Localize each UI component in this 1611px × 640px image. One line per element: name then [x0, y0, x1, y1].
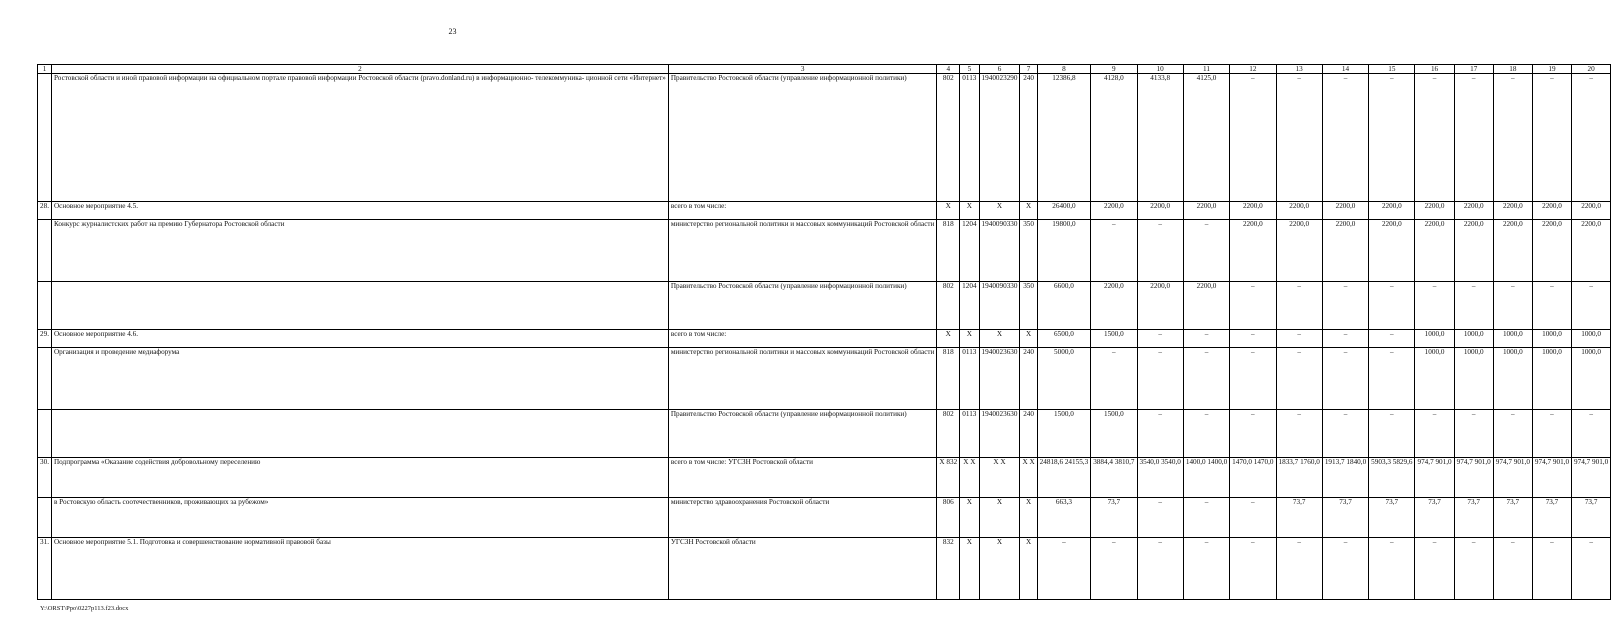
value-cell: – — [1532, 410, 1571, 458]
value-cell: – — [1322, 74, 1368, 202]
column-number: 15 — [1369, 65, 1415, 74]
value-cell: – — [1369, 74, 1415, 202]
executor-cell: всего в том числе: — [668, 202, 937, 220]
value-cell: – — [1037, 538, 1091, 600]
table-row — [38, 348, 1611, 410]
budget-table — [37, 64, 1611, 600]
value-cell: – — [1137, 348, 1183, 410]
value-cell: 6600,0 — [1037, 282, 1091, 330]
value-cell: 1940090330 — [979, 282, 1020, 330]
row-number-cell — [38, 348, 52, 410]
column-number: 12 — [1230, 65, 1276, 74]
value-cell: 2200,0 — [1091, 282, 1137, 330]
value-cell: 802 — [937, 74, 960, 202]
value-cell: X — [979, 202, 1020, 220]
activity-name-cell: Основное мероприятие 4.6. — [51, 330, 668, 348]
column-number: 17 — [1454, 65, 1493, 74]
value-cell: 663,3 — [1037, 498, 1091, 538]
value-cell: 818 — [937, 348, 960, 410]
value-cell: – — [1369, 538, 1415, 600]
value-cell: 0113 — [960, 348, 979, 410]
table-row — [38, 220, 1611, 282]
activity-name-cell — [51, 282, 668, 330]
column-number: 6 — [979, 65, 1020, 74]
value-cell: – — [1415, 74, 1454, 202]
row-number-cell — [38, 74, 52, 202]
value-cell: X — [1020, 498, 1037, 538]
value-cell: – — [1230, 348, 1276, 410]
value-cell: 2200,0 — [1322, 220, 1368, 282]
value-cell: – — [1493, 538, 1532, 600]
value-cell: 832 — [937, 538, 960, 600]
value-cell: – — [1230, 282, 1276, 330]
value-cell: X X — [1020, 458, 1037, 498]
value-cell: 1940023290 — [979, 74, 1020, 202]
value-cell: 73,7 — [1493, 498, 1532, 538]
value-cell: 1940023630 — [979, 410, 1020, 458]
column-number: 7 — [1020, 65, 1037, 74]
value-cell: 4128,0 — [1091, 74, 1137, 202]
value-cell: 2200,0 — [1137, 282, 1183, 330]
value-cell: 73,7 — [1415, 498, 1454, 538]
value-cell: 73,7 — [1572, 498, 1611, 538]
column-number-row — [38, 65, 1611, 74]
value-cell: 2200,0 — [1230, 202, 1276, 220]
value-cell: 1000,0 — [1454, 330, 1493, 348]
value-cell: 2200,0 — [1322, 202, 1368, 220]
activity-name-cell: Ростовской области и иной правовой информации на официальном портале правовой информации Ростовской области (pravo.donland.ru) в информационно- телекоммуника- ционной сети «Интернет» — [51, 74, 668, 202]
value-cell: 1000,0 — [1415, 348, 1454, 410]
column-number: 3 — [668, 65, 937, 74]
value-cell: – — [1137, 220, 1183, 282]
value-cell: – — [1230, 498, 1276, 538]
value-cell: – — [1230, 74, 1276, 202]
value-cell: 1470,0 1470,0 — [1230, 458, 1276, 498]
value-cell: – — [1322, 410, 1368, 458]
value-cell: 19800,0 — [1037, 220, 1091, 282]
executor-cell: Правительство Ростовской области (управление информационной политики) — [668, 410, 937, 458]
value-cell: – — [1137, 498, 1183, 538]
value-cell: 5000,0 — [1037, 348, 1091, 410]
table-row — [38, 282, 1611, 330]
value-cell: X — [937, 202, 960, 220]
value-cell: 73,7 — [1276, 498, 1322, 538]
value-cell: 4133,8 — [1137, 74, 1183, 202]
value-cell: – — [1532, 538, 1571, 600]
value-cell: 73,7 — [1322, 498, 1368, 538]
column-number: 16 — [1415, 65, 1454, 74]
value-cell: X — [960, 330, 979, 348]
value-cell: 3540,0 3540,0 — [1137, 458, 1183, 498]
value-cell: 806 — [937, 498, 960, 538]
value-cell: 2200,0 — [1532, 220, 1571, 282]
value-cell: – — [1230, 330, 1276, 348]
value-cell: X — [979, 330, 1020, 348]
column-number: 5 — [960, 65, 979, 74]
value-cell: 1940090330 — [979, 220, 1020, 282]
value-cell: – — [1369, 348, 1415, 410]
value-cell: 2200,0 — [1454, 202, 1493, 220]
value-cell: X — [979, 538, 1020, 600]
column-number: 2 — [51, 65, 668, 74]
value-cell: – — [1532, 282, 1571, 330]
value-cell: 2200,0 — [1532, 202, 1571, 220]
value-cell: 4125,0 — [1183, 74, 1229, 202]
value-cell: 0113 — [960, 74, 979, 202]
executor-cell: министерство региональной политики и массовых коммуникаций Ростовской области — [668, 220, 937, 282]
value-cell: X X — [960, 458, 979, 498]
value-cell: – — [1322, 282, 1368, 330]
value-cell: 2200,0 — [1183, 282, 1229, 330]
row-number-cell — [38, 410, 52, 458]
column-number: 10 — [1137, 65, 1183, 74]
value-cell: X — [960, 202, 979, 220]
value-cell: 1000,0 — [1454, 348, 1493, 410]
value-cell: – — [1572, 410, 1611, 458]
value-cell: 73,7 — [1532, 498, 1571, 538]
value-cell: – — [1276, 410, 1322, 458]
executor-cell: министерство здравоохранения Ростовской области — [668, 498, 937, 538]
value-cell: – — [1532, 74, 1571, 202]
value-cell: 2200,0 — [1572, 202, 1611, 220]
column-number: 19 — [1532, 65, 1571, 74]
value-cell: 2200,0 — [1276, 202, 1322, 220]
value-cell: – — [1322, 538, 1368, 600]
table-row — [38, 202, 1611, 220]
value-cell: – — [1137, 538, 1183, 600]
value-cell: 2200,0 — [1183, 202, 1229, 220]
value-cell: – — [1183, 498, 1229, 538]
value-cell: 1833,7 1760,0 — [1276, 458, 1322, 498]
value-cell: 0113 — [960, 410, 979, 458]
value-cell: 2200,0 — [1230, 220, 1276, 282]
value-cell: – — [1572, 282, 1611, 330]
value-cell: – — [1276, 74, 1322, 202]
value-cell: – — [1369, 282, 1415, 330]
value-cell: 1500,0 — [1091, 330, 1137, 348]
value-cell: – — [1369, 330, 1415, 348]
value-cell: – — [1454, 538, 1493, 600]
value-cell: X 832 — [937, 458, 960, 498]
executor-cell: УГСЗН Ростовской области — [668, 538, 937, 600]
file-path-footer: Y:\ORST\Ppo\0227p113.f23.docx — [40, 605, 129, 612]
row-number-cell: 29. — [38, 330, 52, 348]
value-cell: 6500,0 — [1037, 330, 1091, 348]
value-cell: X X — [979, 458, 1020, 498]
value-cell: 1000,0 — [1493, 330, 1532, 348]
value-cell: 974,7 901,0 — [1532, 458, 1571, 498]
executor-cell: Правительство Ростовской области (управление информационной политики) — [668, 282, 937, 330]
table-row — [38, 330, 1611, 348]
activity-name-cell: Основное мероприятие 4.5. — [51, 202, 668, 220]
value-cell: 1000,0 — [1532, 330, 1571, 348]
activity-name-cell: Организация и проведение медиафорума — [51, 348, 668, 410]
column-number: 18 — [1493, 65, 1532, 74]
table-row — [38, 74, 1611, 202]
value-cell: 2200,0 — [1493, 202, 1532, 220]
value-cell: 1500,0 — [1091, 410, 1137, 458]
value-cell: 1204 — [960, 220, 979, 282]
activity-name-cell: Основное мероприятие 5.1. Подготовка и совершенствование нормативной правовой базы — [51, 538, 668, 600]
value-cell: – — [1369, 410, 1415, 458]
value-cell: X — [960, 538, 979, 600]
value-cell: – — [1454, 410, 1493, 458]
value-cell: 5903,3 5829,6 — [1369, 458, 1415, 498]
value-cell: 2200,0 — [1369, 202, 1415, 220]
value-cell: – — [1415, 410, 1454, 458]
value-cell: 73,7 — [1369, 498, 1415, 538]
value-cell: 24818,6 24155,3 — [1037, 458, 1091, 498]
value-cell: X — [979, 498, 1020, 538]
value-cell: 974,7 901,0 — [1572, 458, 1611, 498]
value-cell: 1500,0 — [1037, 410, 1091, 458]
row-number-cell — [38, 498, 52, 538]
value-cell: 818 — [937, 220, 960, 282]
value-cell: 974,7 901,0 — [1493, 458, 1532, 498]
value-cell: 73,7 — [1454, 498, 1493, 538]
row-number-cell: 31. — [38, 538, 52, 600]
value-cell: 350 — [1020, 282, 1037, 330]
value-cell: X — [1020, 538, 1037, 600]
value-cell: 1000,0 — [1572, 330, 1611, 348]
value-cell: – — [1454, 74, 1493, 202]
value-cell: – — [1276, 538, 1322, 600]
activity-name-cell — [51, 410, 668, 458]
page-number: 23 — [448, 27, 457, 36]
executor-cell: Правительство Ростовской области (управление информационной политики) — [668, 74, 937, 202]
row-number-cell: 28. — [38, 202, 52, 220]
value-cell: – — [1572, 74, 1611, 202]
value-cell: 2200,0 — [1415, 202, 1454, 220]
value-cell: 73,7 — [1091, 498, 1137, 538]
value-cell: – — [1454, 282, 1493, 330]
value-cell: 2200,0 — [1137, 202, 1183, 220]
value-cell: 240 — [1020, 410, 1037, 458]
table-row — [38, 498, 1611, 538]
executor-cell: министерство региональной политики и массовых коммуникаций Ростовской области — [668, 348, 937, 410]
value-cell: – — [1091, 220, 1137, 282]
value-cell: 974,7 901,0 — [1415, 458, 1454, 498]
table-row — [38, 458, 1611, 498]
value-cell: 1000,0 — [1532, 348, 1571, 410]
column-number: 11 — [1183, 65, 1229, 74]
executor-cell: всего в том числе: УГСЗН Ростовской области — [668, 458, 937, 498]
column-number: 9 — [1091, 65, 1137, 74]
value-cell: 2200,0 — [1091, 202, 1137, 220]
activity-name-cell: Конкурс журналистских работ на премию Губернатора Ростовской области — [51, 220, 668, 282]
column-number: 13 — [1276, 65, 1322, 74]
row-number-cell — [38, 282, 52, 330]
value-cell: 802 — [937, 282, 960, 330]
value-cell: – — [1322, 330, 1368, 348]
value-cell: 2200,0 — [1572, 220, 1611, 282]
row-number-cell: 30. — [38, 458, 52, 498]
column-number: 1 — [38, 65, 52, 74]
value-cell: – — [1415, 538, 1454, 600]
value-cell: 802 — [937, 410, 960, 458]
value-cell: 2200,0 — [1454, 220, 1493, 282]
value-cell: 974,7 901,0 — [1454, 458, 1493, 498]
value-cell: – — [1493, 410, 1532, 458]
row-number-cell — [38, 220, 52, 282]
value-cell: – — [1183, 330, 1229, 348]
value-cell: 1000,0 — [1415, 330, 1454, 348]
value-cell: – — [1230, 538, 1276, 600]
value-cell: – — [1493, 282, 1532, 330]
value-cell: – — [1230, 410, 1276, 458]
value-cell: X — [960, 498, 979, 538]
column-number: 8 — [1037, 65, 1091, 74]
value-cell: – — [1572, 538, 1611, 600]
value-cell: X — [1020, 330, 1037, 348]
column-number: 14 — [1322, 65, 1368, 74]
value-cell: 1000,0 — [1493, 348, 1532, 410]
value-cell: – — [1415, 282, 1454, 330]
value-cell: – — [1091, 348, 1137, 410]
activity-name-cell: в Ростовскую область соотечественников, проживающих за рубежом» — [51, 498, 668, 538]
value-cell: – — [1322, 348, 1368, 410]
value-cell: – — [1276, 330, 1322, 348]
value-cell: 1000,0 — [1572, 348, 1611, 410]
value-cell: – — [1183, 538, 1229, 600]
value-cell: 1400,0 1400,0 — [1183, 458, 1229, 498]
value-cell: – — [1276, 348, 1322, 410]
value-cell: 2200,0 — [1276, 220, 1322, 282]
value-cell: – — [1183, 348, 1229, 410]
column-number: 4 — [937, 65, 960, 74]
value-cell: 1940023630 — [979, 348, 1020, 410]
table-row — [38, 538, 1611, 600]
value-cell: 1913,7 1840,0 — [1322, 458, 1368, 498]
value-cell: 350 — [1020, 220, 1037, 282]
value-cell: 26400,0 — [1037, 202, 1091, 220]
value-cell: – — [1183, 410, 1229, 458]
table-row — [38, 410, 1611, 458]
activity-name-cell: Подпрограмма «Оказание содействия добровольному переселению — [51, 458, 668, 498]
value-cell: X — [1020, 202, 1037, 220]
value-cell: 1204 — [960, 282, 979, 330]
value-cell: – — [1183, 220, 1229, 282]
executor-cell: всего в том числе: — [668, 330, 937, 348]
value-cell: 240 — [1020, 74, 1037, 202]
value-cell: 12386,8 — [1037, 74, 1091, 202]
value-cell: X — [937, 330, 960, 348]
value-cell: – — [1137, 330, 1183, 348]
column-number: 20 — [1572, 65, 1611, 74]
value-cell: – — [1276, 282, 1322, 330]
value-cell: 2200,0 — [1493, 220, 1532, 282]
value-cell: 2200,0 — [1415, 220, 1454, 282]
value-cell: – — [1137, 410, 1183, 458]
value-cell: 240 — [1020, 348, 1037, 410]
value-cell: 3884,4 3810,7 — [1091, 458, 1137, 498]
value-cell: – — [1091, 538, 1137, 600]
value-cell: 2200,0 — [1369, 220, 1415, 282]
value-cell: – — [1493, 74, 1532, 202]
